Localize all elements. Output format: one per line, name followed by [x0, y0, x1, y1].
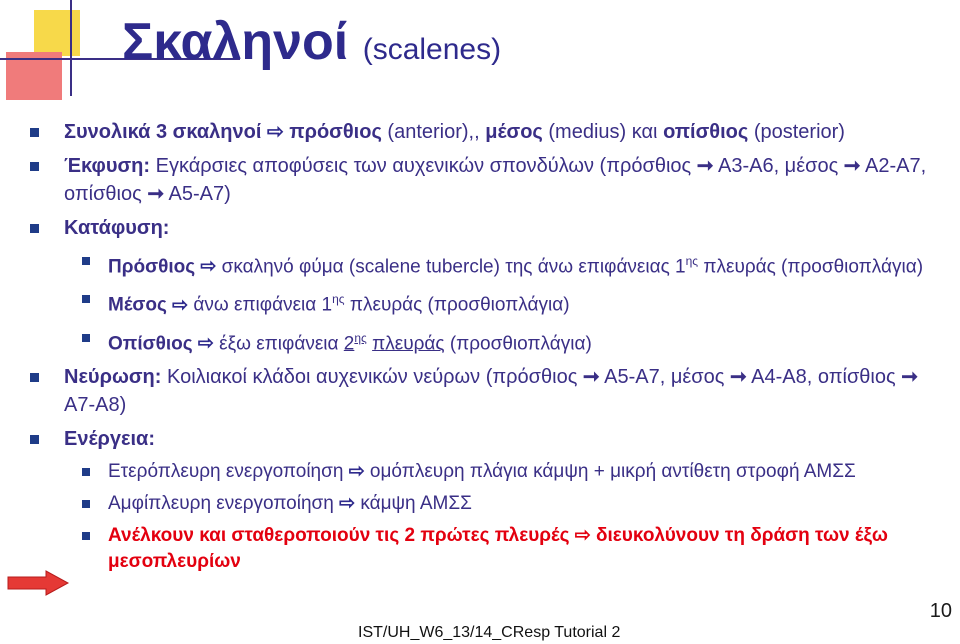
middle-text: άνω επιφάνεια 1	[193, 294, 333, 316]
posterior-text-2: (προσθιοπλάγια)	[449, 332, 592, 354]
title-main: Σκαληνοί	[122, 13, 349, 71]
superscript: ης	[354, 330, 367, 345]
hollow-arrow-icon: ⇨	[200, 256, 217, 278]
anterior-label: Πρόσθιος	[108, 256, 196, 278]
arrow-right-icon: ➞	[843, 155, 861, 177]
group-text: Συνολικά 3 σκαληνοί	[64, 121, 262, 143]
action-unilateral	[82, 459, 930, 485]
posterior-label: Οπίσθιος	[108, 332, 193, 354]
insertion-anterior	[82, 248, 930, 280]
hollow-arrow-icon: ⇨	[348, 460, 365, 482]
item-origin	[30, 152, 930, 208]
unilateral-text: ομόπλευρη πλάγια κάμψη + μικρή αντίθετη στροφή ΑΜΣΣ	[369, 460, 856, 482]
anterior-label: πρόσθιος	[289, 121, 382, 143]
hollow-arrow-icon: ⇨	[172, 294, 189, 316]
bullet-square-icon	[30, 224, 39, 233]
bilateral-label: Αμφίπλευρη ενεργοποίηση	[108, 492, 334, 514]
item-group: Συνολικά 3 σκαληνοί ⇨ πρόσθιος (anterior),, μέσος (medius) και οπίσθιος (posterior)	[30, 118, 930, 146]
origin-text-2: Α3-Α6, μέσος	[717, 155, 839, 177]
posterior-label: οπίσθιος	[663, 121, 749, 143]
bullet-square-icon	[82, 500, 90, 508]
item-insertion	[30, 214, 930, 242]
anterior-text-2: πλευράς (προσθιοπλάγια)	[703, 256, 924, 278]
red-pointer-arrow-icon	[6, 570, 70, 596]
anterior-latin: (anterior),	[387, 121, 475, 143]
posterior-rib-number: 2	[343, 332, 355, 354]
bullet-square-icon	[30, 435, 39, 444]
posterior-text: έξω επιφάνεια	[219, 332, 339, 354]
insertion-posterior	[82, 325, 930, 357]
action-label: Ενέργεια:	[64, 427, 155, 450]
origin-text-3: Α2-Α7, οπίσθιος	[64, 155, 927, 205]
slide-title	[122, 12, 501, 72]
superscript: ης	[332, 292, 345, 307]
posterior-latin: (posterior)	[753, 121, 845, 143]
title-sub: (scalenes)	[362, 33, 502, 66]
middle-label: Μέσος	[108, 294, 167, 316]
page-number: 10	[929, 600, 952, 622]
anterior-text: σκαληνό φύμα (scalene tubercle) της άνω επιφάνειας 1	[221, 256, 686, 278]
bullet-square-icon	[30, 162, 39, 171]
hollow-arrow-icon: ⇨	[339, 492, 356, 514]
middle-text-2: πλευράς (προσθιοπλάγια)	[349, 294, 570, 316]
superscript: ης	[685, 254, 699, 268]
bullet-square-icon	[82, 257, 90, 265]
insertion-label: Κατάφυση:	[64, 217, 170, 239]
hollow-arrow-icon: ⇨	[574, 524, 591, 546]
arrow-right-icon: ➞	[901, 365, 918, 388]
innervation-text-3: Α4-Α8, οπίσθιος	[751, 365, 896, 388]
unilateral-label: Ετερόπλευρη ενεργοποίηση	[108, 460, 344, 482]
arrow-right-icon: ➞	[729, 365, 747, 388]
hollow-arrow-icon: ⇨	[266, 121, 284, 143]
item-innervation	[30, 363, 930, 419]
bullet-square-icon	[30, 128, 39, 137]
arrow-right-icon: ➞	[582, 365, 600, 388]
posterior-rib-word: πλευράς	[372, 332, 445, 354]
action-ribs	[82, 523, 930, 575]
decor-yellow-square	[34, 10, 80, 56]
ribs-text-1: Ανέλκουν και σταθεροποιούν τις 2 πρώτες πλευρές	[108, 524, 570, 546]
ribs-text-2: διευκολύνουν τη δράση των έξω μεσοπλευρίων	[108, 524, 888, 572]
decor-vertical-line	[70, 0, 72, 96]
action-bilateral	[82, 491, 930, 517]
bullet-square-icon	[82, 468, 90, 476]
origin-text-4: Α5-Α7)	[168, 183, 231, 205]
insertion-middle	[82, 286, 930, 318]
bullet-square-icon	[82, 532, 90, 540]
innervation-label: Νεύρωση:	[64, 365, 162, 388]
origin-text-1: Εγκάρσιες αποφύσεις των αυχενικών σπονδύλων (πρόσθιος	[155, 155, 692, 177]
bullet-square-icon	[30, 373, 39, 382]
bullet-square-icon	[82, 295, 90, 303]
hollow-arrow-icon: ⇨	[197, 332, 214, 354]
bullet-square-icon	[82, 334, 90, 342]
arrow-right-icon: ➞	[696, 155, 714, 177]
slide-content	[30, 118, 930, 581]
innervation-text-1: Κοιλιακοί κλάδοι αυχενικών νεύρων (πρόσθιος	[166, 365, 578, 388]
footer-text: IST/UH_W6_13/14_CResp Tutorial 2	[358, 624, 621, 641]
item-action	[30, 425, 930, 453]
innervation-text-2: Α5-Α7, μέσος	[604, 365, 725, 388]
origin-label: Έκφυση:	[64, 155, 151, 177]
arrow-right-icon: ➞	[147, 183, 165, 205]
middle-latin: (medius) και	[548, 121, 658, 143]
bilateral-text: κάμψη ΑΜΣΣ	[360, 492, 472, 514]
innervation-text-4: Α7-Α8)	[64, 393, 127, 416]
middle-label: μέσος	[485, 121, 543, 143]
